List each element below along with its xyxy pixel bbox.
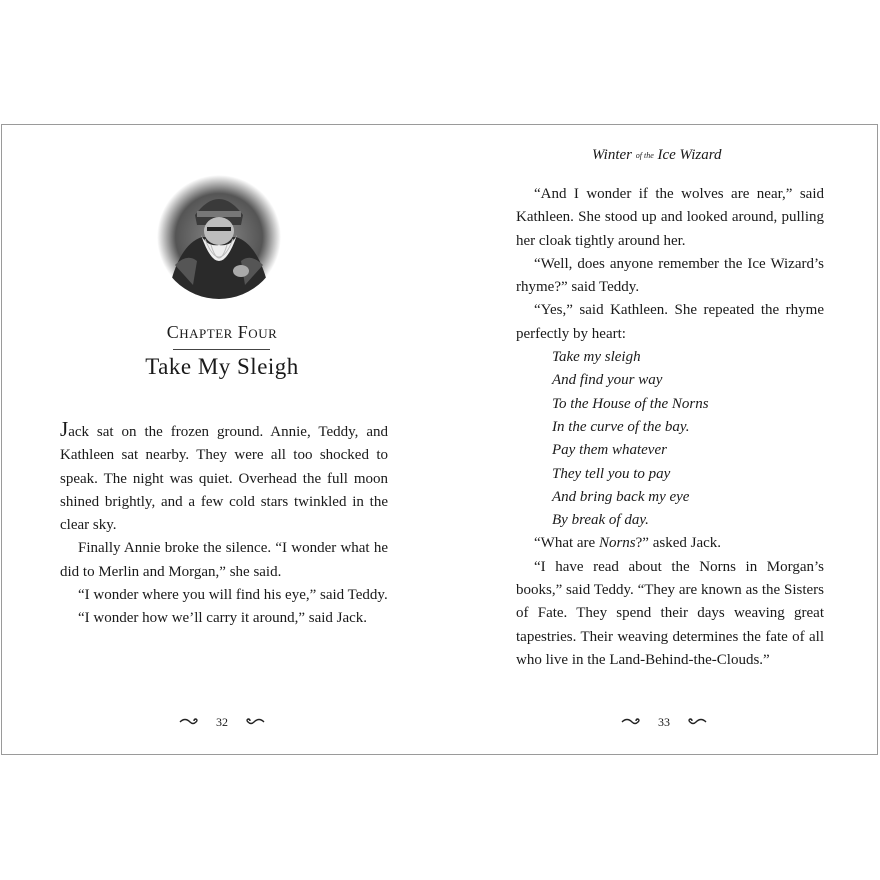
left-body-text: [60, 419, 388, 631]
drop-cap: J: [60, 417, 69, 441]
verse-line: Pay them whatever: [552, 442, 667, 459]
swirl-ornament-icon: [179, 717, 201, 727]
right-body-text: [516, 183, 824, 672]
chapter-label: Chapter Four: [166, 322, 278, 342]
page-number: 33: [658, 714, 670, 729]
page-number: 32: [216, 714, 228, 729]
paragraph: “I wonder where you will find his eye,” said Teddy.: [78, 587, 388, 604]
paragraph: Jack sat on the frozen ground. Annie, Teddy, and Kathleen sat nearby. They were all too shocked to speak. The night was quiet. Overhead the full moon shined brightly, and a few cold stars twinkled in the clear sky.: [60, 417, 388, 534]
running-head: Winter of the Ice Wizard: [592, 147, 722, 163]
verse-line: By break of day.: [552, 512, 649, 529]
chapter-title: Take My Sleigh: [145, 354, 299, 379]
swirl-ornament-icon: [621, 717, 643, 727]
page-folio: [162, 714, 282, 730]
chapter-divider: [173, 349, 270, 350]
verse-line: Take my sleigh: [552, 349, 641, 366]
verse-line: In the curve of the bay.: [552, 418, 690, 435]
page-folio: [604, 714, 724, 730]
wizard-portrait-icon: [157, 175, 281, 299]
verse-line: To the House of the Norns: [552, 395, 709, 412]
book-spread: [1, 124, 878, 755]
swirl-ornament-icon: [685, 717, 707, 727]
paragraph: “I wonder how we’ll carry it around,” said Jack.: [78, 610, 368, 627]
paragraph: “Yes,” said Kathleen. She repeated the rhyme perfectly by heart:: [516, 302, 824, 342]
right-page: [442, 125, 879, 754]
verse-line: And find your way: [552, 372, 663, 389]
rhyme-verse: [516, 346, 824, 532]
verse-line: And bring back my eye: [552, 488, 690, 505]
left-page: [2, 125, 442, 754]
paragraph: “I have read about the Norns in Morgan’s books,” said Teddy. “They are known as the Sisters of Fate. They spend their days weaving great tapestries. Their weaving determines the fate of all who live in the Land-Behind-the-Clouds.”: [516, 558, 824, 668]
verse-line: They tell you to pay: [552, 465, 671, 482]
paragraph: “Well, does anyone remember the Ice Wizard’s rhyme?” said Teddy.: [516, 255, 824, 296]
paragraph: “What are Norns?” asked Jack.: [534, 535, 722, 552]
paragraph: “And I wonder if the wolves are near,” said Kathleen. She stood up and looked around, pulling her cloak tightly around her.: [516, 186, 824, 249]
swirl-ornament-icon: [243, 717, 265, 727]
paragraph: Finally Annie broke the silence. “I wonder what he did to Merlin and Morgan,” she said.: [60, 540, 388, 580]
